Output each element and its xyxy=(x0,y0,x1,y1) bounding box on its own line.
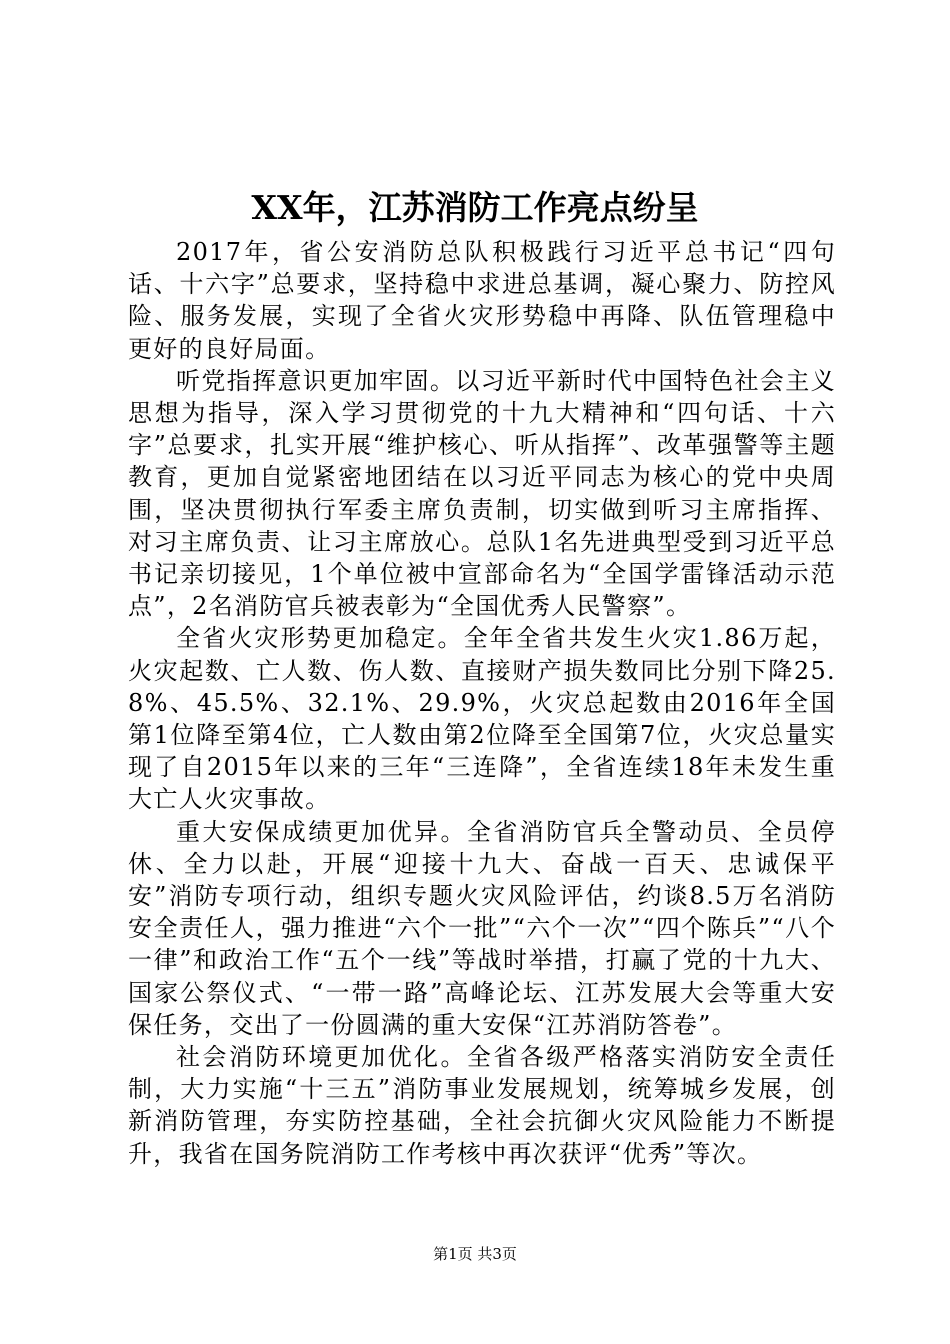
paragraph-party-leadership: 听党指挥意识更加牢固。以习近平新时代中国特色社会主义思想为指导，深入学习贯彻党的十九大精神和“四句话、十六字”总要求，扎实开展“维护核心、听从指挥”、改革强警等主题教育，更加自觉紧密地团结在以习近平同志为核心的党中央周围，坚决贯彻执行军委主席负责制，切实做到听习主席指挥、对习主席负责、让习主席放心。总队1名先进典型受到习近平总书记亲切接见，1个单位被中宣部命名为“全国学雷锋活动示范点”，2名消防官兵被表彰为“全国优秀人民警察”。 xyxy=(128,366,836,621)
page-footer: 第1页 共3页 xyxy=(433,1245,517,1263)
paragraph-social-environment: 社会消防环境更加优化。全省各级严格落实消防安全责任制，大力实施“十三五”消防事业发展规划，统筹城乡发展，创新消防管理，夯实防控基础，全社会抗御火灾风险能力不断提升，我省在国务院消防工作考核中再次获评“优秀”等次。 xyxy=(128,1043,836,1168)
paragraph-fire-situation: 全省火灾形势更加稳定。全年全省共发生火灾1.86万起，火灾起数、亡人数、伤人数、直接财产损失数同比分别下降25.8%、45.5%、32.1%、29.9%，火灾总起数由2016年全国第1位降至第4位，亡人数由第2位降至全国第7位，火灾总量实现了自2015年以来的三年“三连降”，全省连续18年未发生重大亡人火灾事故。 xyxy=(128,624,836,814)
document-body xyxy=(128,236,836,1170)
document-title: XX年，江苏消防工作亮点纷呈 xyxy=(251,188,699,227)
paragraph-intro: 2017年，省公安消防总队积极践行习近平总书记“四句话、十六字”总要求，坚持稳中求进总基调，凝心聚力、防控风险、服务发展，实现了全省火灾形势稳中再降、队伍管理稳中更好的良好局面。 xyxy=(128,238,836,363)
paragraph-security-achievements: 重大安保成绩更加优异。全省消防官兵全警动员、全员停休、全力以赴，开展“迎接十九大、奋战一百天、忠诚保平安”消防专项行动，组织专题火灾风险评估，约谈8.5万名消防安全责任人，强力推进“六个一批”“六个一次”“四个陈兵”“八个一律”和政治工作“五个一线”等战时举措，打赢了党的十九大、国家公祭仪式、“一带一路”高峰论坛、江苏发展大会等重大安保任务，交出了一份圆满的重大安保“江苏消防答卷”。 xyxy=(128,817,836,1039)
